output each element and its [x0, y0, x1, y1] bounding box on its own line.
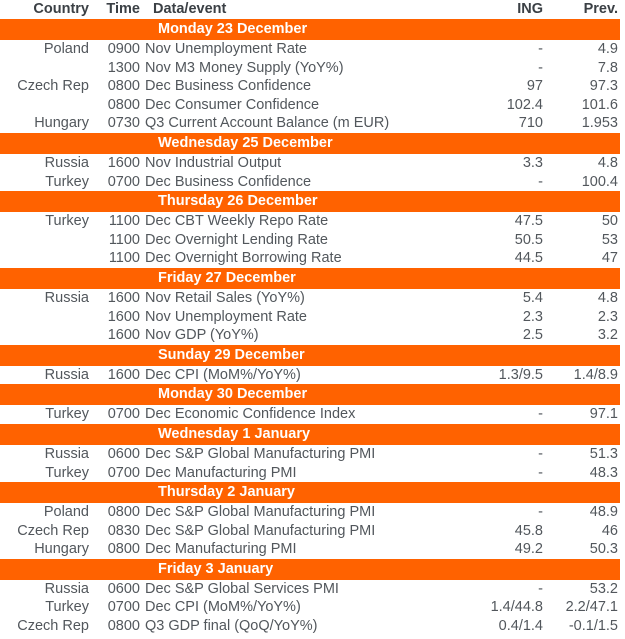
col-header-ing: ING — [517, 1, 543, 17]
event-ing-forecast: - — [538, 59, 543, 76]
event-ing-forecast: 102.4 — [506, 96, 543, 113]
event-time: 1100 — [108, 213, 140, 230]
event-ing-forecast: 47.5 — [514, 213, 543, 230]
event-country — [0, 59, 89, 78]
col-header-prev: Prev. — [583, 1, 618, 17]
event-prev-value: 3.2 — [597, 327, 618, 344]
event-prev-value: 1.4/8.9 — [573, 366, 618, 383]
event-country: Russia — [44, 289, 89, 306]
event-label: Nov Unemployment Rate — [145, 308, 307, 325]
event-country: Turkey — [45, 173, 89, 190]
event-label: Nov Industrial Output — [145, 154, 282, 171]
event-prev-value: 2.2/47.1 — [565, 599, 618, 616]
event-prev-value: 51.3 — [589, 445, 618, 462]
event-prev-value: 53.2 — [589, 580, 618, 597]
event-label: Dec S&P Global Manufacturing PMI — [145, 504, 376, 521]
event-ing-forecast: 50.5 — [514, 231, 543, 248]
event-label: Dec Business Confidence — [145, 173, 312, 190]
event-label: Dec Manufacturing PMI — [145, 541, 297, 558]
date-banner-row — [0, 133, 620, 154]
event-row — [0, 405, 620, 424]
event-time: 0800 — [107, 504, 140, 521]
event-country: Turkey — [45, 406, 89, 423]
event-time: 0800 — [107, 541, 140, 558]
event-ing-forecast: 1.3/9.5 — [498, 366, 543, 383]
event-label: Dec Overnight Borrowing Rate — [145, 250, 342, 267]
event-prev-value: 2.3 — [597, 308, 618, 325]
event-time: 0700 — [107, 464, 140, 481]
event-ing-forecast: - — [538, 41, 543, 57]
event-row — [0, 114, 620, 133]
event-time: 0730 — [107, 115, 140, 132]
event-time: 0600 — [107, 445, 140, 462]
event-prev-value: 97.3 — [589, 78, 618, 95]
event-row — [0, 154, 620, 173]
event-country: Russia — [44, 445, 89, 462]
event-country — [0, 326, 89, 345]
event-row — [0, 522, 620, 541]
event-prev-value: 50.3 — [589, 541, 618, 558]
event-row — [0, 212, 620, 231]
event-country — [0, 249, 89, 268]
date-banner-label: Thursday 26 December — [0, 191, 620, 212]
event-ing-forecast: 2.5 — [522, 327, 543, 344]
event-ing-forecast: 5.4 — [522, 289, 543, 306]
event-row — [0, 96, 620, 115]
event-country: Russia — [44, 580, 89, 597]
event-time: 1600 — [107, 308, 140, 325]
event-time: 1600 — [107, 366, 140, 383]
table-header-row — [0, 0, 620, 19]
event-row — [0, 464, 620, 483]
event-prev-value: -0.1/1.5 — [568, 618, 618, 635]
event-country: Poland — [43, 504, 89, 521]
date-banner-label: Wednesday 1 January — [0, 424, 620, 445]
event-country: Hungary — [34, 115, 89, 132]
event-prev-value: 4.8 — [597, 289, 618, 306]
event-prev-value: 7.8 — [597, 59, 618, 76]
event-prev-value: 48.3 — [589, 464, 618, 481]
event-row — [0, 540, 620, 559]
event-label: Dec CBT Weekly Repo Rate — [145, 213, 329, 230]
event-time: 0830 — [107, 522, 140, 539]
event-prev-value: 50 — [601, 213, 618, 230]
date-banner-row — [0, 559, 620, 580]
col-header-country: Country — [33, 1, 89, 17]
date-banner-row — [0, 482, 620, 503]
date-banner-label: Sunday 29 December — [0, 345, 620, 366]
col-header-time: Time — [106, 1, 140, 17]
event-time: 0700 — [107, 599, 140, 616]
event-label: Q3 Current Account Balance (m EUR) — [145, 115, 390, 132]
calendar-body — [0, 19, 620, 636]
event-label: Nov M3 Money Supply (YoY%) — [145, 59, 344, 76]
date-banner-label: Friday 3 January — [0, 559, 620, 580]
event-ing-forecast: - — [538, 445, 543, 462]
event-label: Dec Consumer Confidence — [145, 96, 320, 113]
event-country: Czech Rep — [17, 522, 89, 539]
event-country: Russia — [44, 366, 89, 383]
event-time: 0900 — [107, 41, 140, 57]
event-label: Dec S&P Global Manufacturing PMI — [145, 522, 376, 539]
event-row — [0, 289, 620, 308]
event-ing-forecast: 2.3 — [522, 308, 543, 325]
event-country: Turkey — [45, 599, 89, 616]
event-time: 0600 — [107, 580, 140, 597]
date-banner-label: Wednesday 25 December — [0, 133, 620, 154]
event-row — [0, 503, 620, 522]
event-prev-value: 4.8 — [597, 154, 618, 171]
event-label: Dec CPI (MoM%/YoY%) — [145, 599, 301, 616]
event-country: Turkey — [45, 464, 89, 481]
event-row — [0, 40, 620, 59]
event-country: Poland — [43, 41, 89, 57]
event-row — [0, 445, 620, 464]
event-label: Dec S&P Global Services PMI — [145, 580, 339, 597]
event-label: Dec CPI (MoM%/YoY%) — [145, 366, 301, 383]
event-country — [0, 231, 89, 250]
event-row — [0, 249, 620, 268]
date-banner-row — [0, 268, 620, 289]
date-banner-row — [0, 424, 620, 445]
event-row — [0, 77, 620, 96]
event-prev-value: 48.9 — [589, 504, 618, 521]
date-banner-label: Monday 30 December — [0, 384, 620, 405]
event-row — [0, 59, 620, 78]
event-time: 1100 — [108, 231, 140, 248]
col-header-data-event: Data/event — [153, 1, 227, 17]
event-ing-forecast: 1.4/44.8 — [490, 599, 543, 616]
date-banner-label: Thursday 2 January — [0, 482, 620, 503]
event-row — [0, 326, 620, 345]
date-banner-row — [0, 19, 620, 40]
event-label: Dec Economic Confidence Index — [145, 406, 356, 423]
event-label: Dec Manufacturing PMI — [145, 464, 297, 481]
event-label: Dec Overnight Lending Rate — [145, 231, 328, 248]
event-country — [0, 96, 89, 115]
event-label: Nov Retail Sales (YoY%) — [145, 289, 305, 306]
event-country: Czech Rep — [17, 618, 89, 635]
event-ing-forecast: 49.2 — [514, 541, 543, 558]
event-prev-value: 46 — [601, 522, 618, 539]
date-banner-row — [0, 384, 620, 405]
event-label: Dec S&P Global Manufacturing PMI — [145, 445, 376, 462]
event-time: 0800 — [107, 78, 140, 95]
event-prev-value: 101.6 — [581, 96, 618, 113]
event-country: Turkey — [45, 213, 89, 230]
event-ing-forecast: 710 — [518, 115, 543, 132]
event-time: 0700 — [107, 173, 140, 190]
event-label: Q3 GDP final (QoQ/YoY%) — [145, 618, 318, 635]
event-ing-forecast: - — [538, 406, 543, 423]
event-country: Czech Rep — [17, 78, 89, 95]
event-time: 1300 — [107, 59, 140, 76]
date-banner-label: Friday 27 December — [0, 268, 620, 289]
event-row — [0, 366, 620, 385]
event-time: 1600 — [107, 154, 140, 171]
event-row — [0, 598, 620, 617]
event-country: Hungary — [34, 541, 89, 558]
event-row — [0, 173, 620, 192]
event-prev-value: 1.953 — [581, 115, 618, 132]
event-label: Nov GDP (YoY%) — [145, 327, 259, 344]
event-time: 0800 — [107, 618, 140, 635]
event-time: 1600 — [107, 289, 140, 306]
event-time: 1100 — [108, 250, 140, 267]
event-row — [0, 308, 620, 327]
date-banner-row — [0, 191, 620, 212]
event-time: 0800 — [107, 96, 140, 113]
event-time: 0700 — [107, 406, 140, 423]
event-prev-value: 97.1 — [589, 406, 618, 423]
event-ing-forecast: 45.8 — [514, 522, 543, 539]
event-ing-forecast: 44.5 — [514, 250, 543, 267]
event-ing-forecast: 3.3 — [522, 154, 543, 171]
event-ing-forecast: 97 — [526, 78, 543, 95]
date-banner-label: Monday 23 December — [0, 19, 620, 40]
event-prev-value: 53 — [601, 231, 618, 248]
event-ing-forecast: - — [538, 580, 543, 597]
event-country — [0, 308, 89, 327]
event-prev-value: 47 — [601, 250, 618, 267]
event-label: Dec Business Confidence — [145, 78, 312, 95]
event-ing-forecast: - — [538, 464, 543, 481]
event-ing-forecast: - — [538, 173, 543, 190]
event-row — [0, 617, 620, 636]
event-time: 1600 — [107, 327, 140, 344]
event-ing-forecast: - — [538, 504, 543, 521]
event-ing-forecast: 0.4/1.4 — [498, 618, 543, 635]
event-prev-value: 4.9 — [597, 41, 618, 57]
event-country: Russia — [44, 154, 89, 171]
event-row — [0, 231, 620, 250]
event-label: Nov Unemployment Rate — [145, 41, 307, 57]
event-row — [0, 580, 620, 599]
event-prev-value: 100.4 — [581, 173, 618, 190]
date-banner-row — [0, 345, 620, 366]
